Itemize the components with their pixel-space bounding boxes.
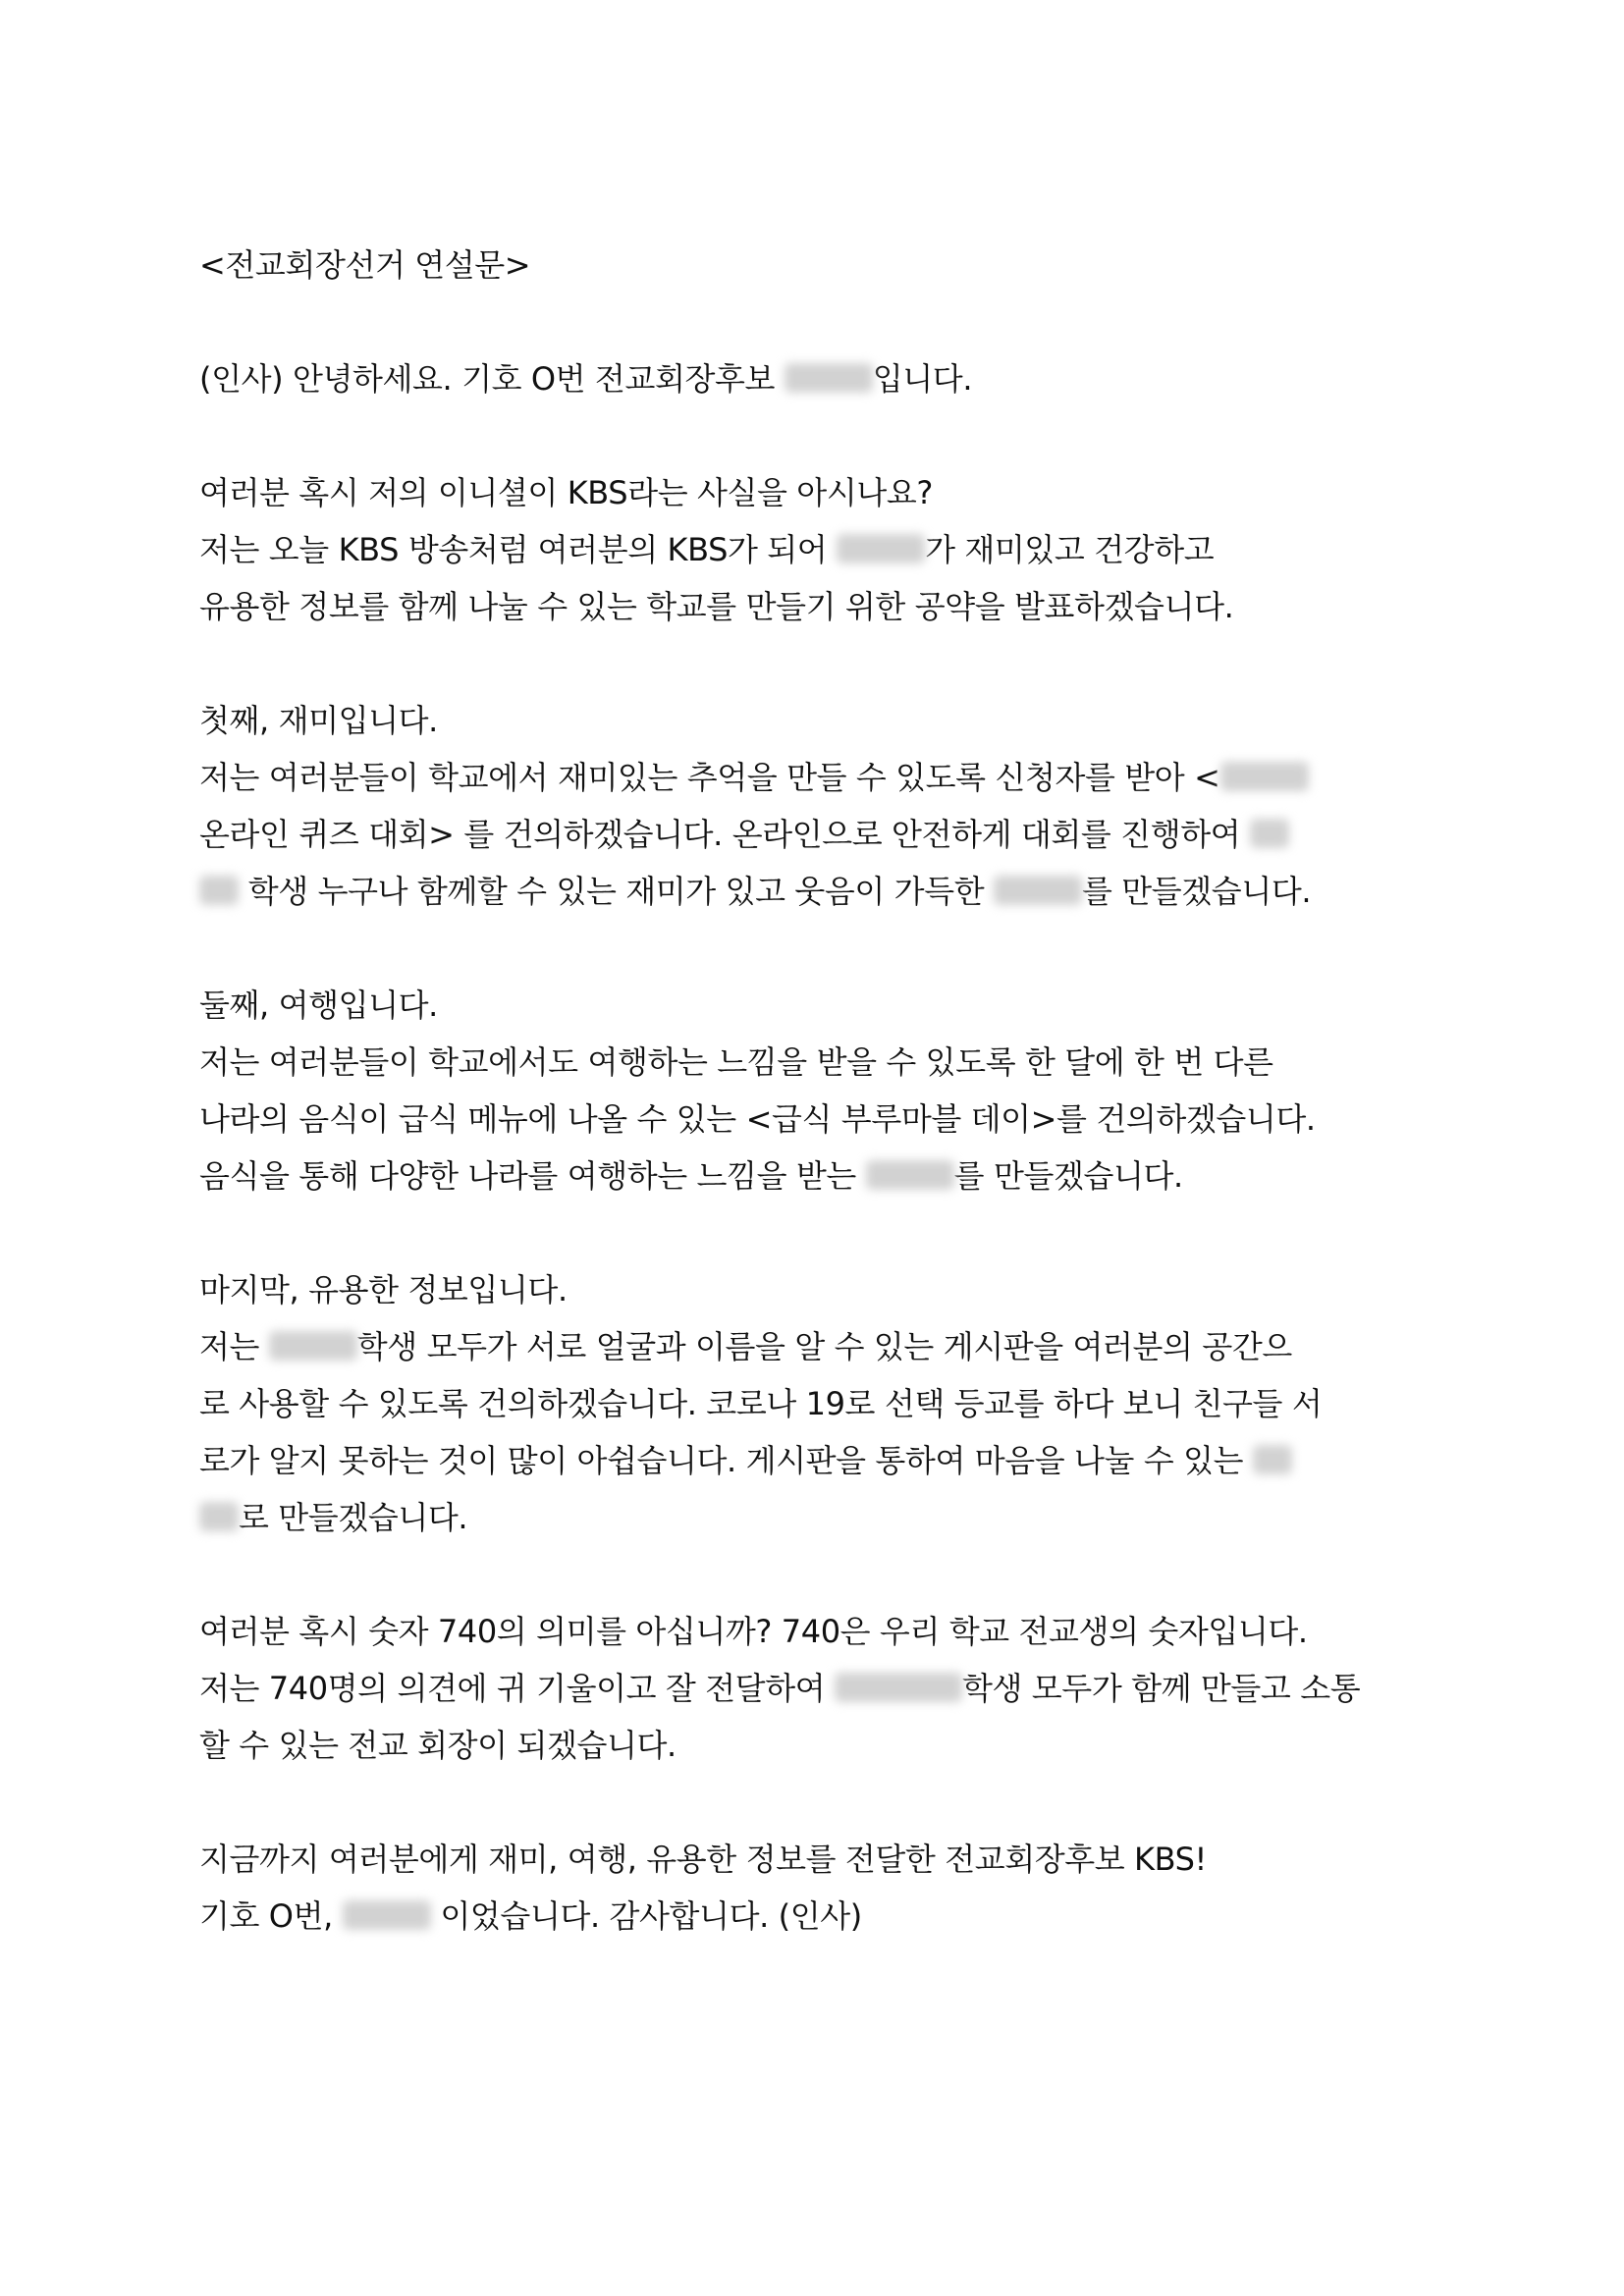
blank-line — [199, 920, 1446, 977]
text-line — [199, 1432, 1446, 1489]
paragraph-closing — [199, 1831, 1446, 1945]
text-segment: 온라인 퀴즈 대회> 를 건의하겠습니다. 온라인으로 안전하게 대회를 진행하여 — [199, 816, 1251, 853]
text-segment: 로가 알지 못하는 것이 많이 아쉽습니다. 게시판을 통하여 마음을 나눌 수 있는 — [199, 1442, 1253, 1479]
text-segment: 저는 오늘 KBS 방송처럼 여러분의 KBS가 되어 — [199, 531, 838, 568]
redacted-school-name — [269, 1331, 357, 1361]
text-segment: 를 만들겠습니다. — [953, 1157, 1183, 1195]
blank-line — [199, 1204, 1446, 1261]
text-line: 유용한 정보를 함께 나눌 수 있는 학교를 만들기 위한 공약을 발표하겠습니다. — [199, 588, 1234, 625]
redacted-candidate-name — [785, 363, 873, 393]
text-segment: 이었습니다. 감사합니다. (인사) — [430, 1897, 862, 1935]
section-heading: 첫째, 재미입니다. — [199, 702, 438, 739]
text-line: 할 수 있는 전교 회장이 되겠습니다. — [199, 1727, 677, 1764]
text-line — [199, 1660, 1446, 1717]
redacted-school-name — [1253, 1445, 1292, 1474]
redacted-school-name — [1250, 819, 1289, 848]
paragraph-fun — [199, 692, 1446, 920]
speech-body — [199, 237, 1446, 1945]
redacted-school-name — [837, 534, 925, 563]
paragraph-info — [199, 1261, 1446, 1546]
redacted-school-name — [994, 876, 1082, 905]
text-segment: 로 만들겠습니다. — [239, 1499, 468, 1536]
section-heading: 마지막, 유용한 정보입니다. — [199, 1271, 568, 1308]
paragraph-740 — [199, 1603, 1446, 1774]
section-heading: 둘째, 여행입니다. — [199, 987, 438, 1024]
redacted-school-name — [199, 876, 239, 905]
text-line: 여러분 혹시 숫자 740의 의미를 아십니까? 740은 우리 학교 전교생의 숫자입니다. — [199, 1613, 1308, 1650]
paragraph-initials — [199, 464, 1446, 635]
blank-line — [199, 1546, 1446, 1603]
text-segment: 가 재미있고 건강하고 — [925, 531, 1215, 568]
text-line — [199, 1888, 1446, 1945]
text-segment: 기호 O번, — [199, 1897, 343, 1935]
text-line: 지금까지 여러분에게 재미, 여행, 유용한 정보를 전달한 전교회장후보 KBS! — [199, 1841, 1207, 1878]
greeting-text: (인사) 안녕하세요. 기호 O번 전교회장후보 — [199, 360, 785, 398]
blank-line — [199, 294, 1446, 350]
text-line — [199, 749, 1446, 806]
greeting-suffix: 입니다. — [872, 360, 973, 398]
text-segment: 저는 여러분들이 학교에서 재미있는 추억을 만들 수 있도록 신청자를 받아 < — [199, 759, 1220, 796]
text-segment: 학생 모두가 함께 만들고 소통 — [962, 1670, 1361, 1707]
blank-line — [199, 407, 1446, 464]
blank-line — [199, 1774, 1446, 1831]
text-line: 여러분 혹시 저의 이니셜이 KBS라는 사실을 아시나요? — [199, 474, 933, 511]
text-line: 로 사용할 수 있도록 건의하겠습니다. 코로나 19로 선택 등교를 하다 보니 친구들 서 — [199, 1385, 1323, 1422]
text-segment: 저는 740명의 의견에 귀 기울이고 잘 전달하여 — [199, 1670, 835, 1707]
redacted-school-name — [866, 1160, 954, 1190]
text-segment: 학생 모두가 서로 얼굴과 이름을 알 수 있는 게시판을 여러분의 공간으 — [356, 1328, 1292, 1365]
document-title: <전교회장선거 연설문> — [199, 246, 531, 284]
redacted-school-name — [1220, 762, 1309, 791]
redacted-school-name — [199, 1502, 239, 1531]
text-segment: 학생 누구나 함께할 수 있는 재미가 있고 웃음이 가득한 — [239, 873, 994, 910]
redacted-candidate-name — [343, 1900, 431, 1930]
text-line: 나라의 음식이 급식 메뉴에 나올 수 있는 <급식 부루마블 데이>를 건의하겠습니다. — [199, 1100, 1316, 1138]
text-line — [199, 1318, 1446, 1375]
blank-line — [199, 635, 1446, 692]
text-segment: 를 만들겠습니다. — [1081, 873, 1312, 910]
text-line — [199, 1489, 1446, 1546]
text-line — [199, 806, 1446, 863]
redacted-school-name — [835, 1673, 962, 1702]
paragraph-travel — [199, 977, 1446, 1204]
text-segment: 음식을 통해 다양한 나라를 여행하는 느낌을 받는 — [199, 1157, 866, 1195]
text-line — [199, 521, 1446, 578]
text-line: 저는 여러분들이 학교에서도 여행하는 느낌을 받을 수 있도록 한 달에 한 번 다른 — [199, 1043, 1273, 1081]
greeting-line — [199, 350, 1446, 407]
text-segment: 저는 — [199, 1328, 269, 1365]
text-line — [199, 863, 1446, 920]
text-line — [199, 1148, 1446, 1204]
